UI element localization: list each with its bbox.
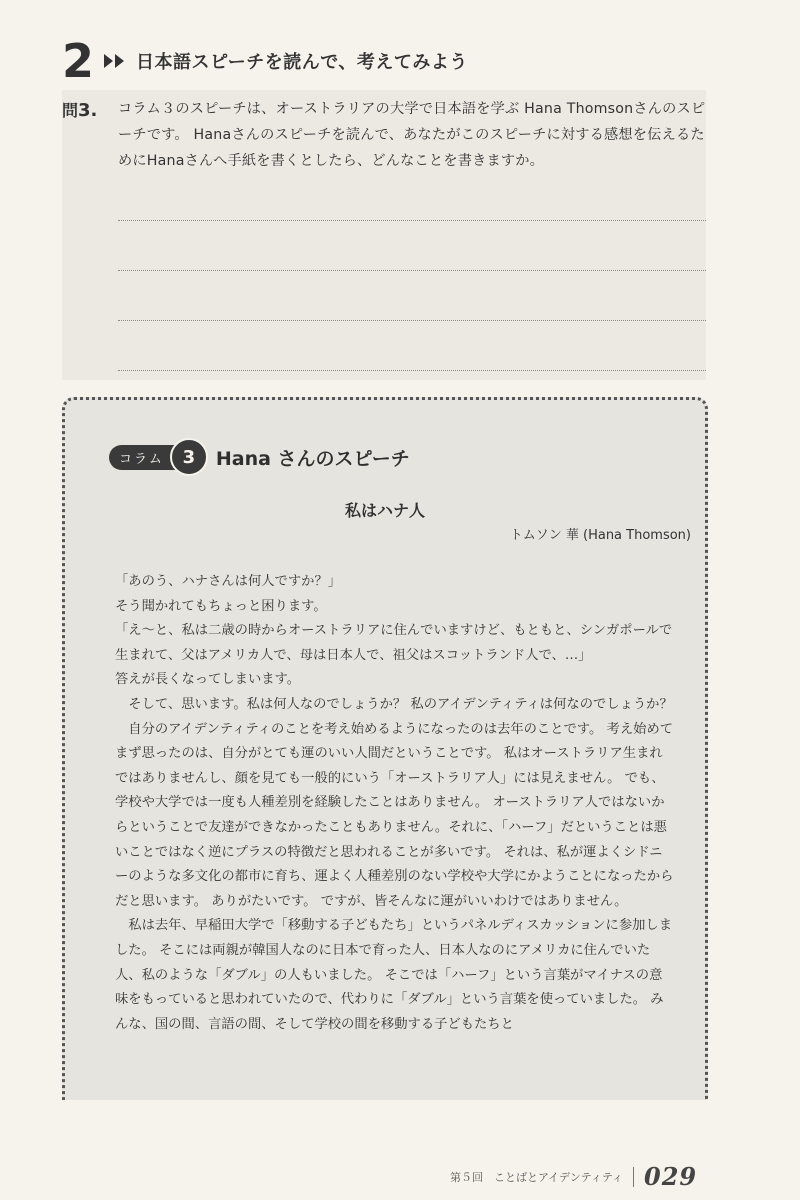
question-label bbox=[62, 98, 97, 121]
answer-line[interactable] bbox=[118, 220, 706, 221]
question-box bbox=[62, 90, 706, 380]
column-title: Hana さんのスピーチ bbox=[215, 447, 410, 470]
speech-title: 私はハナ人 bbox=[344, 501, 425, 520]
column-badge-number: 3 bbox=[170, 438, 208, 476]
footer-chapter: 第５回 ことばとアイデンティティ bbox=[450, 1170, 624, 1184]
section-title: 日本語スピーチを読んで、考えてみよう bbox=[136, 52, 468, 73]
footer-divider bbox=[633, 1167, 634, 1187]
speech-paragraph: そう聞かれてもちょっと困ります。 bbox=[115, 598, 327, 614]
speech-paragraph: 自分のアイデンティティのことを考え始めるようになったのは去年のことです。 考え始めてまず思ったのは、自分がとても運のいい人間だということです。 私はオーストラリア生まれではありませんし、顔を見ても一般的にいう「オーストラリア人」には見えません。 でも、学校や大学では一度も人種差別を経験したことはありません。 オーストラリア人ではないからということで友達ができなかったこともありません。それに、「ハーフ」だということは悪いことではなく逆にプラスの特徴だと思われることが多いです。 それは、私が運よくシドニーのような多文化の都市に育ち、運よく人種差別のない学校や大学にかようことになったからだと思います。 ありがたいです。 ですが、皆そんなに運がいいわけではありません。 bbox=[115, 721, 674, 909]
question-label-text: 問 bbox=[62, 101, 79, 120]
question-number: 3. bbox=[78, 100, 98, 121]
page-footer bbox=[450, 1162, 697, 1191]
speech-paragraph: 「え～と、私は二歳の時からオーストラリアに住んでいますけど、もともと、シンガポールで生まれて、父はアメリカ人で、母は日本人で、祖父はスコットランド人で、…」 bbox=[115, 623, 673, 663]
answer-line[interactable] bbox=[118, 370, 706, 371]
column-badge-label: コラム bbox=[109, 445, 190, 470]
column-box bbox=[62, 397, 708, 1100]
section-number: 2 bbox=[62, 34, 95, 88]
speech-author: トムソン 華 (Hana Thomson) bbox=[509, 528, 691, 543]
speech-paragraph: 答えが長くなってしまいます。 bbox=[115, 672, 301, 688]
double-arrow-icon bbox=[104, 54, 126, 68]
speech-paragraph: 私は去年、早稲田大学で「移動する子どもたち」というパネルディスカッションに参加しました。 そこには両親が韓国人なのに日本で育った人、日本人なのにアメリカに住んでいた人、私のような「ダブル」の人もいました。 そこでは「ハーフ」という言葉がマイナスの意味をもっていると思われていたので、代わりに「ダブル」という言葉を使っていました。 みんな、国の間、言語の間、そして学校の間を移動する子どもたちと bbox=[115, 918, 673, 1032]
page-number: 029 bbox=[644, 1162, 698, 1191]
question-text: コラム３のスピーチは、オーストラリアの大学で日本語を学ぶ Hana Thomsonさんのスピーチです。 Hanaさんのスピーチを読んで、あなたがこのスピーチに対する感想を伝えるためにHanaさんへ手紙を書くとしたら、どんなことを書きますか。 bbox=[118, 101, 706, 169]
speech-paragraph: そして、思います。私は何人なのでしょうか？ 私のアイデンティティは何なのでしょうか？ bbox=[128, 696, 673, 712]
answer-line[interactable] bbox=[118, 320, 706, 321]
speech-body bbox=[115, 570, 675, 1037]
section-header bbox=[62, 34, 468, 88]
speech-paragraph: 「あのう、ハナさんは何人ですか？」 bbox=[115, 574, 342, 589]
column-badge bbox=[109, 438, 410, 476]
answer-line[interactable] bbox=[118, 270, 706, 271]
